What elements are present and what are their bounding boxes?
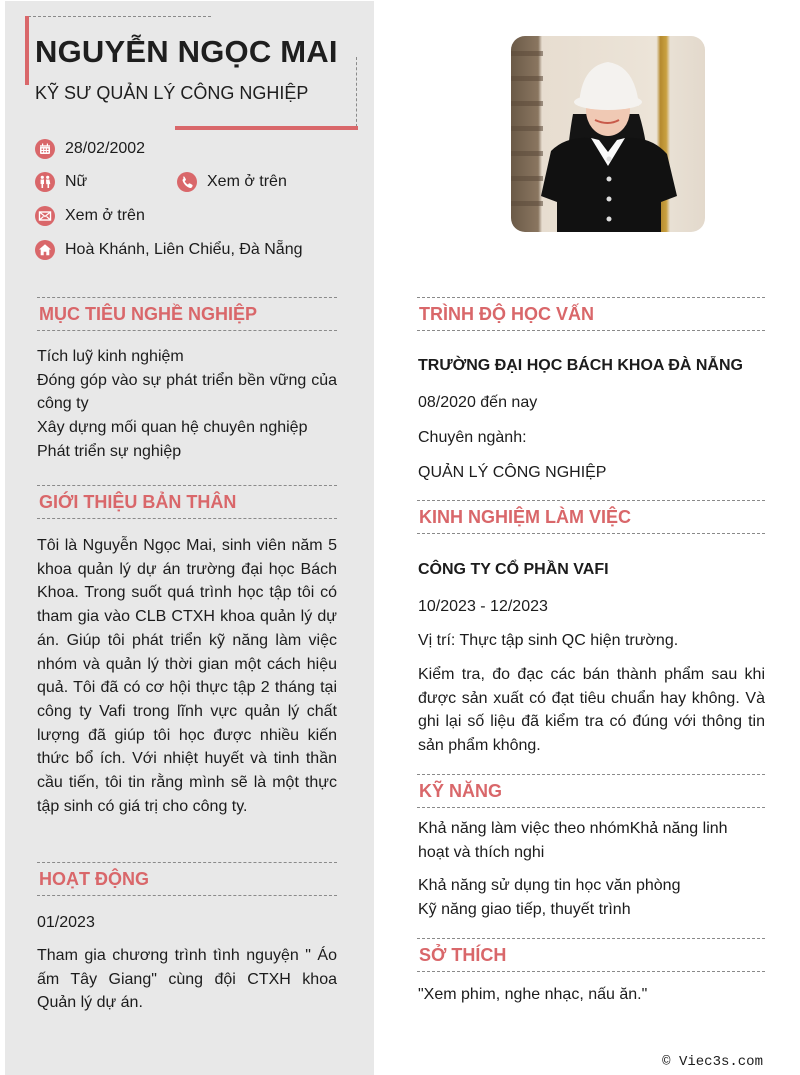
- address-value: Hoà Khánh, Liên Chiểu, Đà Nẵng: [65, 241, 303, 258]
- profile-photo: [511, 36, 705, 232]
- skill-item: Khả năng sử dụng tin học văn phòng: [418, 877, 681, 894]
- gender-icon: [35, 172, 55, 192]
- section-heading-education: TRÌNH ĐỘ HỌC VẤN: [417, 297, 765, 331]
- decorative-accent-bar-bottom: [175, 126, 358, 130]
- contact-gender: [35, 172, 87, 192]
- phone-icon: [177, 172, 197, 192]
- job-title: KỸ SƯ QUẢN LÝ CÔNG NGHIỆP: [35, 83, 309, 103]
- about-text: Tôi là Nguyễn Ngọc Mai, sinh viên năm 5 khoa quản lý dự án trường đại học Bách Khoa. Trong suốt quá trình học tập tôi có tham gia vào CLB CTXH khoa quản lý dự án. Giúp tôi phát triển kỹ năng làm việc nhóm và quản lý thời gian một cách hiệu quả. Tôi đã có cơ hội thực tập 2 tháng tại công ty Vafi trong lĩnh vực quản lý chất lượng đã giúp tôi học được nhiều kiến thức bổ ích. Với nhiệt huyết và tinh thần cầu tiến, tôi tin rằng mình sẽ là một thực tập sinh có giá trị cho công ty.: [37, 537, 337, 815]
- section-heading-activities: HOẠT ĐỘNG: [37, 862, 337, 896]
- calendar-icon: [35, 139, 55, 159]
- copyright-footer: © Viec3s.com: [662, 1054, 763, 1070]
- skill-item: Khả năng làm việc theo nhómKhả năng linh hoạt và thích nghi: [418, 820, 728, 861]
- gender-value: Nữ: [65, 173, 88, 190]
- section-heading-experience: KINH NGHIỆM LÀM VIỆC: [417, 500, 765, 534]
- school-name: TRƯỜNG ĐẠI HỌC BÁCH KHOA ĐÀ NẴNG: [418, 357, 743, 374]
- section-heading-objective: MỤC TIÊU NGHỀ NGHIỆP: [37, 297, 337, 331]
- section-heading-hobbies: SỞ THÍCH: [417, 938, 765, 972]
- activity-date: 01/2023: [37, 914, 95, 931]
- objective-item: Tích luỹ kinh nghiệm: [37, 348, 184, 365]
- portrait-illustration: [511, 36, 705, 232]
- skill-item: Kỹ năng giao tiếp, thuyết trình: [418, 901, 631, 918]
- decorative-dash-top: [28, 16, 211, 17]
- decorative-accent-bar-left: [25, 16, 29, 85]
- birthday-value: 28/02/2002: [65, 140, 146, 157]
- education-period: 08/2020 đến nay: [418, 394, 538, 411]
- envelope-icon: [35, 206, 55, 226]
- major-value: QUẢN LÝ CÔNG NGHIỆP: [418, 464, 607, 481]
- section-heading-about: GIỚI THIỆU BẢN THÂN: [37, 485, 337, 519]
- contact-phone: [177, 172, 287, 192]
- objective-item: Phát triển sự nghiệp: [37, 442, 182, 460]
- phone-value: Xem ở trên: [207, 173, 287, 190]
- experience-period: 10/2023 - 12/2023: [418, 598, 548, 615]
- contact-birthday: [35, 139, 145, 159]
- objective-list: [37, 345, 337, 464]
- full-name: NGUYỄN NGỌC MAI: [35, 34, 338, 69]
- decorative-dash-right: [356, 57, 357, 127]
- section-heading-skills: KỸ NĂNG: [417, 774, 765, 808]
- contact-address: [35, 240, 303, 260]
- company-name: CÔNG TY CỔ PHẦN VAFI: [418, 561, 609, 578]
- home-icon: [35, 240, 55, 260]
- experience-position: Vị trí: Thực tập sinh QC hiện trường.: [418, 632, 679, 649]
- hobbies-text: "Xem phim, nghe nhạc, nấu ăn.": [418, 986, 648, 1003]
- major-label: Chuyên ngành:: [418, 429, 527, 446]
- name-header: [25, 16, 359, 132]
- contact-email: [35, 206, 145, 226]
- objective-item: Xây dựng mối quan hệ chuyên nghiệp: [37, 419, 308, 437]
- experience-description: Kiểm tra, đo đạc các bán thành phẩm sau khi được sản xuất có đạt tiêu chuẩn hay không. Và ghi lại số liệu đã kiểm tra có đúng với thông tin sản phẩm không.: [418, 666, 765, 755]
- email-value: Xem ở trên: [65, 207, 145, 224]
- objective-item: Đóng góp vào sự phát triển bền vững của công ty: [37, 371, 337, 413]
- activity-description: Tham gia chương trình tình nguyện " Áo ấm Tây Giang" cùng đội CTXH khoa Quản lý dự án.: [37, 947, 337, 1012]
